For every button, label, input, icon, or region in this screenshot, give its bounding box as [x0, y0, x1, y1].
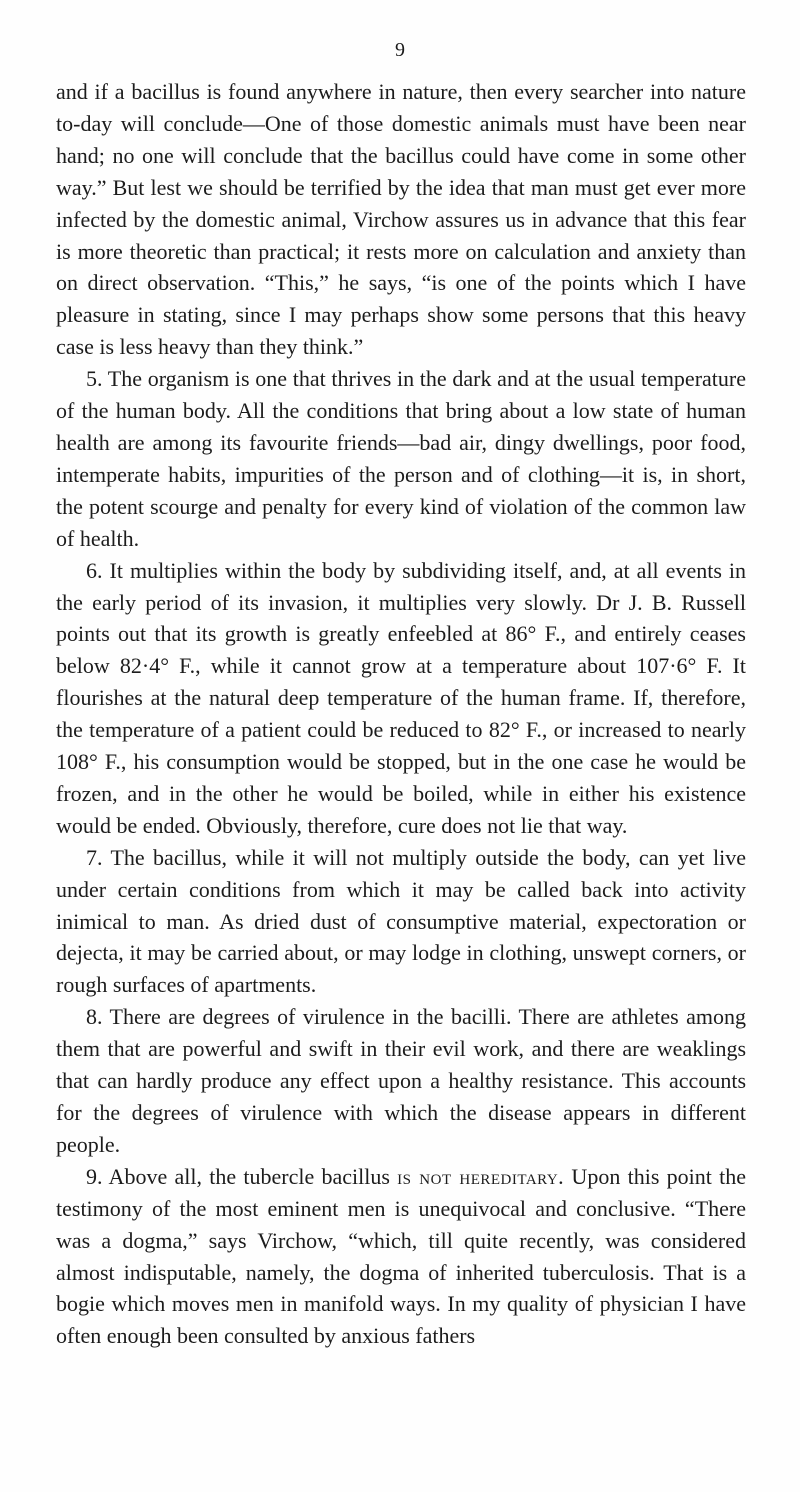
paragraph-continued: and if a bacillus is found anywhere in nature, then every searcher into nature to-day will conclude—One of those domestic animals must have been near hand; no one will conclude that the bacillus could have come in some other way.” But lest we should be terrified by the idea that man must get ever more infected by the domestic animal, Virchow assures us in advance that this fear is more theoretic than practical; it rests more on calculation and anxiety than on direct observation. “This,” he says, “is one of the points which I have pleasure in stating, since I may perhaps show some persons that this heavy case is less heavy than they think.” — [56, 79, 746, 360]
paragraph-9-lead: 9. Above all, the tubercle bacillus — [86, 1163, 398, 1189]
paragraph-9-rest: Upon this point the testimony of the most eminent men is unequivocal and conclusive. “There was a dogma,” says Virchow, “which, till quite recently, was considered almost indisputable, namely, the dogma of inherited tuberculosis. That is a bogie which moves men in manifold ways. In my quality of physician I have often enough been consulted by anxious fathers — [56, 1163, 747, 1349]
page-number: 9 — [395, 39, 405, 61]
paragraph-9 — [56, 1161, 746, 1352]
paragraph-5: 5. The organism is one that thrives in the dark and at the usual temperature of the human body. All the conditions that bring about a low state of human health are among its favourite friends—bad air, dingy dwellings, poor food, intemperate habits, impurities of the person and of clothing—it is, in short, the potent scourge and penalty for every kind of violation of the common law of health. — [56, 366, 746, 551]
paragraph-8: 8. There are degrees of virulence in the bacilli. There are athletes among them that are powerful and swift in their evil work, and there are weaklings that can hardly produce any effect upon a healthy resistance. This accounts for the degrees of virulence with which the disease appears in different people. — [56, 1004, 746, 1157]
body-text — [56, 76, 746, 1352]
paragraph-7: 7. The bacillus, while it will not multiply outside the body, can yet live under certain conditions from which it may be called back into activity inimical to man. As dried dust of consumptive material, expectoration or dejecta, it may be carried about, or may lodge in clothing, unswept corners, or rough surfaces of apartments. — [56, 844, 746, 998]
paragraph-9-emphasis: is not hereditary. — [397, 1163, 565, 1189]
paragraph-6: 6. It multiplies within the body by subdividing itself, and, at all events in the early period of its invasion, it multiplies very slowly. Dr J. B. Russell points out that its growth is greatly enfeebled at 86° F., and entirely ceases below 82·4° F., while it cannot grow at a temperature about 107·6° F. It flourishes at the natural deep temperature of the human frame. If, therefore, the temperature of a patient could be reduced to 82° F., or increased to nearly 108° F., his consumption would be stopped, but in the one case he would be frozen, and in the other he would be boiled, while in either his existence would be ended. Obviously, therefore, cure does not lie that way. — [56, 557, 746, 838]
